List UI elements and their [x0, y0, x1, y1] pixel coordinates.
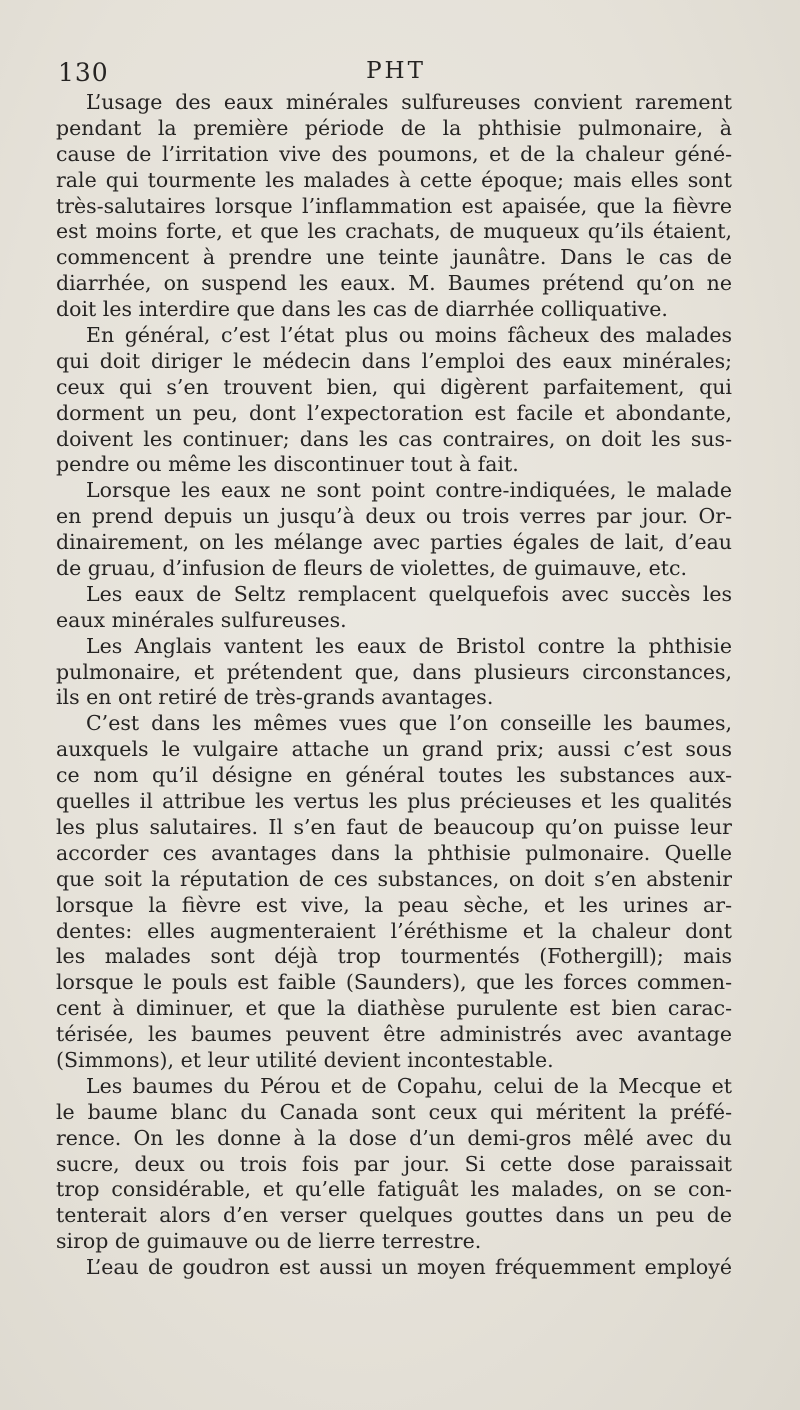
text-line: ceux qui s’en trouvent bien, qui digèrent parfaitement, qui — [56, 374, 732, 399]
text-line: dorment un peu, dont l’expectoration est facile et abondante, — [56, 400, 732, 425]
text-line: En général, c’est l’état plus ou moins fâcheux des malades — [86, 323, 732, 348]
text-line: rence. On les donne à la dose d’un demi-gros mêlé avec du — [56, 1125, 732, 1150]
page-header — [58, 58, 734, 92]
text-line: L’eau de goudron est aussi un moyen fréquemment employé — [86, 1255, 732, 1280]
text-line: lorsque le pouls est faible (Saunders), que les forces commen- — [56, 970, 732, 995]
text-line: les plus salutaires. Il s’en faut de beaucoup qu’on puisse leur — [56, 814, 732, 839]
text-line: Lorsque les eaux ne sont point contre-indiquées, le malade — [86, 478, 732, 503]
text-line: doivent les continuer; dans les cas contraires, on doit les sus- — [56, 426, 732, 451]
text-line: sucre, deux ou trois fois par jour. Si cette dose paraissait — [56, 1151, 732, 1176]
text-line: (Simmons), et leur utilité devient incontestable. — [56, 1047, 554, 1072]
text-line: Les baumes du Pérou et de Copahu, celui de la Mecque et — [86, 1073, 732, 1098]
text-line: de gruau, d’infusion de fleurs de violettes, de guimauve, etc. — [56, 556, 688, 581]
text-line: dentes: elles augmenteraient l’éréthisme et la chaleur dont — [56, 918, 732, 943]
text-line: cent à diminuer, et que la diathèse purulente est bien carac- — [56, 996, 732, 1021]
text-line: doit les interdire que dans les cas de diarrhée colliquative. — [56, 297, 668, 322]
text-line: L’usage des eaux minérales sulfureuses convient rarement — [86, 90, 732, 114]
text-line: sirop de guimauve ou de lierre terrestre. — [56, 1229, 482, 1254]
text-line: térisée, les baumes peuvent être administrés avec avantage — [56, 1022, 732, 1047]
text-line: très-salutaires lorsque l’inflammation est apaisée, que la fièvre — [56, 193, 732, 218]
text-line: en prend depuis un jusqu’à deux ou trois verres par jour. Or- — [56, 504, 732, 529]
text-line: dinairement, on les mélange avec parties égales de lait, d’eau — [56, 530, 732, 555]
text-line: est moins forte, et que les crachats, de muqueux qu’ils étaient, — [56, 219, 732, 244]
text-line: lorsque la fièvre est vive, la peau sèche, et les urines ar- — [56, 892, 732, 917]
text-line: que soit la réputation de ces substances, on doit s’en abstenir — [56, 866, 732, 891]
text-line: trop considérable, et qu’elle fatiguât les malades, on se con- — [56, 1177, 732, 1202]
text-line: commencent à prendre une teinte jaunâtre. Dans le cas de — [56, 245, 732, 270]
body-text — [56, 90, 732, 1281]
text-line: ils en ont retiré de très-grands avantages. — [56, 685, 494, 710]
text-line: tenterait alors d’en verser quelques gouttes dans un peu de — [56, 1203, 732, 1228]
text-line: pulmonaire, et prétendent que, dans plusieurs circonstances, — [56, 659, 732, 684]
text-line: auxquels le vulgaire attache un grand prix; aussi c’est sous — [56, 737, 732, 762]
text-line: rale qui tourmente les malades à cette époque; mais elles sont — [56, 167, 732, 192]
text-line: cause de l’irritation vive des poumons, et de la chaleur géné- — [56, 141, 732, 166]
text-line: le baume blanc du Canada sont ceux qui méritent la préfé- — [56, 1099, 732, 1124]
text-line: C’est dans les mêmes vues que l’on conseille les baumes, — [86, 711, 732, 736]
page-number: 130 — [58, 58, 109, 87]
text-line: Les eaux de Seltz remplacent quelquefois avec succès les — [86, 581, 732, 606]
text-line: Les Anglais vantent les eaux de Bristol contre la phthisie — [86, 633, 732, 658]
text-line: eaux minérales sulfureuses. — [56, 607, 347, 632]
text-line: ce nom qu’il désigne en général toutes les substances aux- — [56, 763, 732, 788]
text-line: pendant la première période de la phthisie pulmonaire, à — [56, 115, 732, 140]
text-line: qui doit diriger le médecin dans l’emploi des eaux minérales; — [56, 348, 732, 373]
text-line: diarrhée, on suspend les eaux. M. Baumes prétend qu’on ne — [56, 271, 732, 296]
running-head: PHT — [366, 58, 426, 84]
text-line: accorder ces avantages dans la phthisie pulmonaire. Quelle — [56, 840, 732, 865]
text-line: quelles il attribue les vertus les plus précieuses et les qualités — [56, 789, 732, 814]
text-line: pendre ou même les discontinuer tout à fait. — [56, 452, 519, 477]
text-line: les malades sont déjà trop tourmentés (Fothergill); mais — [56, 944, 732, 969]
